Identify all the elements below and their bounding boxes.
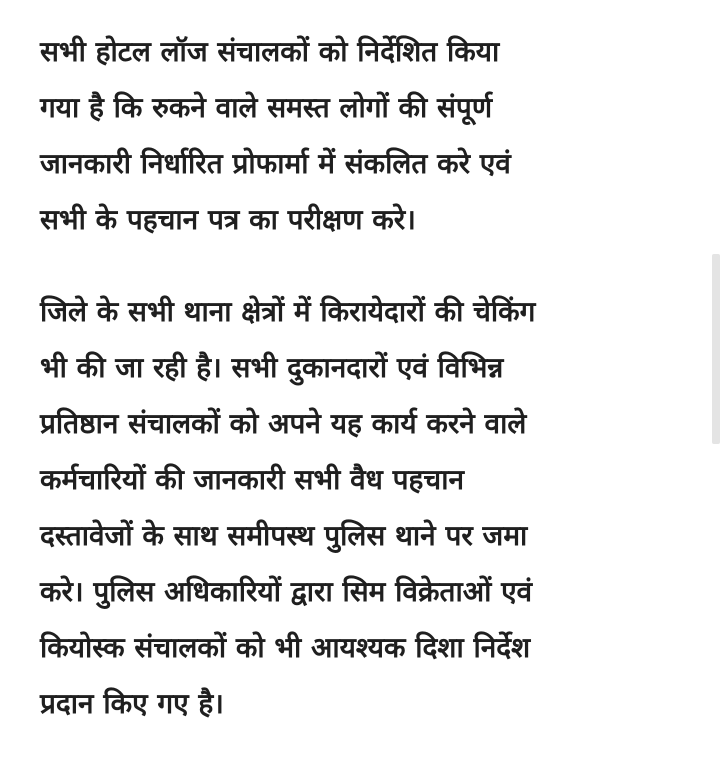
paragraph-tenant-checking: जिले के सभी थाना क्षेत्रों में किरायेदारों की चेकिंग भी की जा रही है। सभी दुकानदारों एवं विभिन्न प्रतिष्ठान संचालकों को अपने यह कार्य करने वाले कर्मचारियों की जानकारी सभी वैध पहचान दस्तावेजों के साथ समीपस्थ पुलिस थाने पर जमा करे। पुलिस अधिकारियों द्वारा सिम विक्रेताओं एवं कियोस्क संचालकों को भी आयश्यक दिशा निर्देश प्रदान किए गए है। [40, 295, 536, 720]
paragraph-hotel-lodge: सभी होटल लॉज संचालकों को निर्देशित किया गया है कि रुकने वाले समस्त लोगों की संपूर्ण जानकारी निर्धारित प्रोफार्मा में संकलित करे एवं सभी के पहचान पत्र का परीक्षण करे। [40, 35, 511, 236]
scrollbar[interactable] [712, 254, 720, 444]
article-body [40, 24, 690, 768]
